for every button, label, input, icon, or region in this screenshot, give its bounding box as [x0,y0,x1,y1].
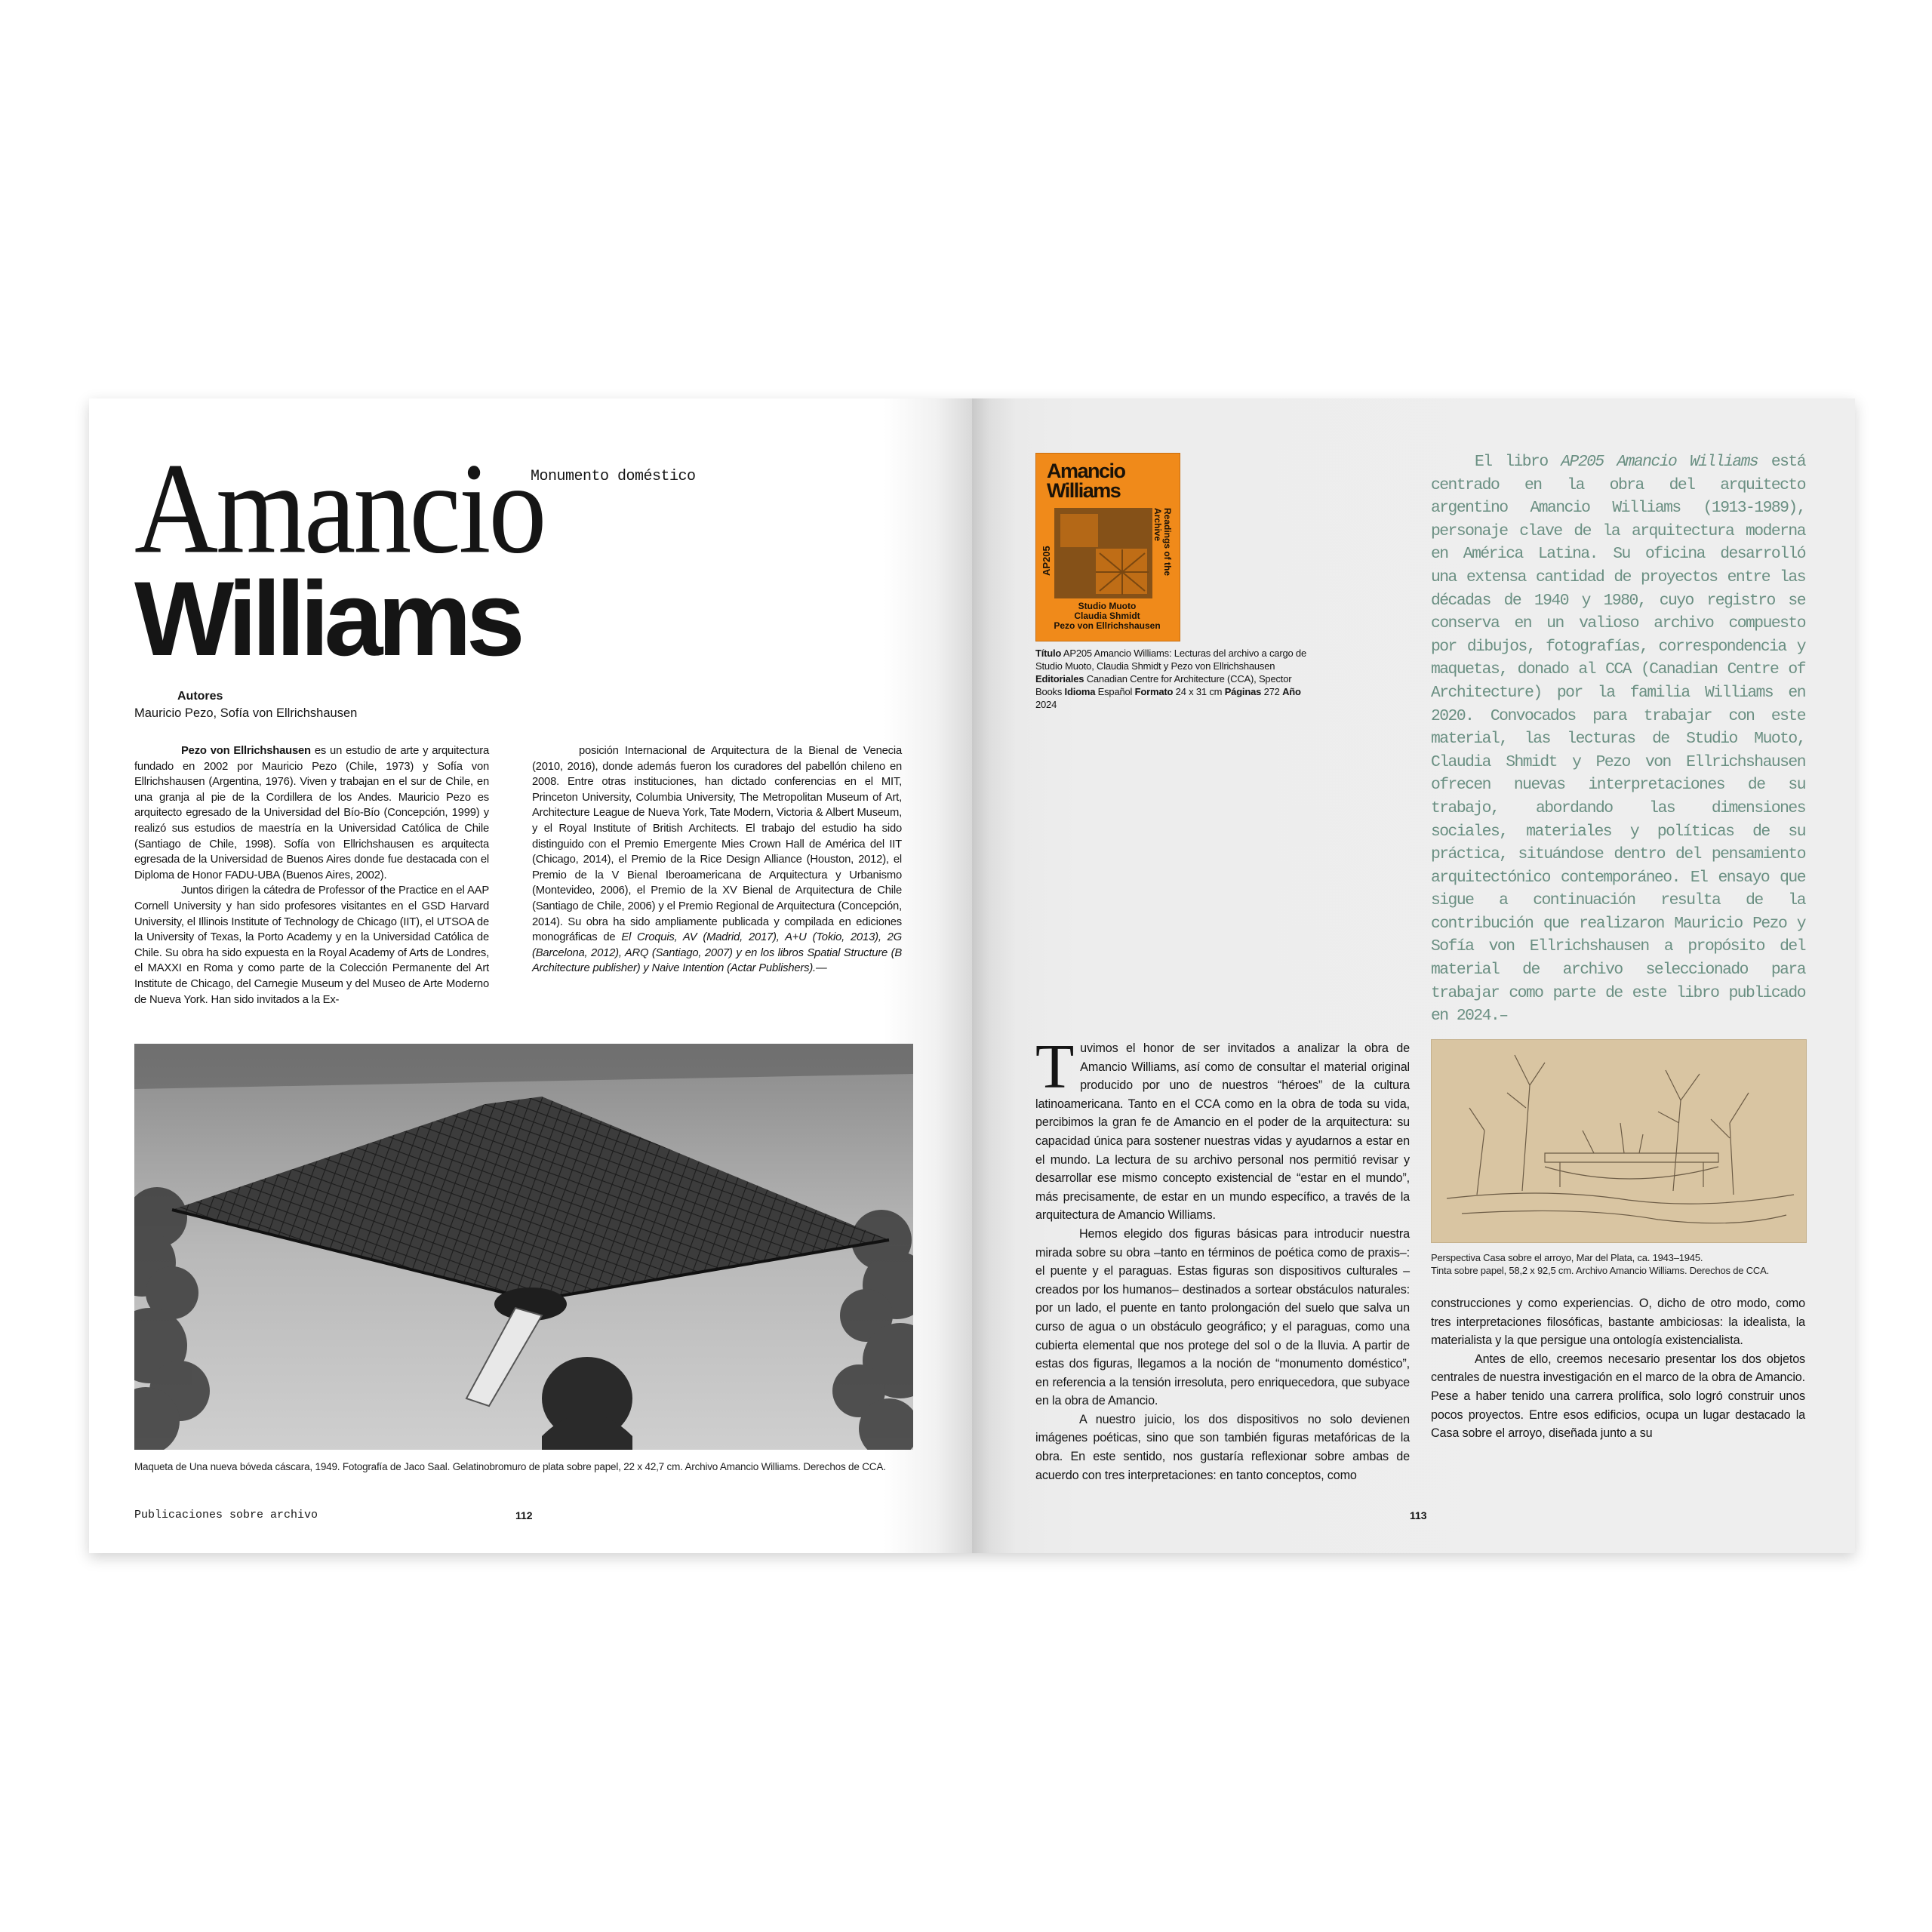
cover-title-2: Williams [1047,479,1121,502]
book-info [1035,647,1315,711]
cover-code: AP205 [1041,546,1052,576]
cover-side-text: Readings of the Archive [1152,508,1173,577]
label-titulo: Título [1035,648,1062,659]
sketch-illustration [1432,1040,1806,1242]
essay-column-1 [1035,1032,1410,1484]
umbrella-model-photo-illustration [134,1044,913,1450]
sketch-caption-line-2: Tinta sobre papel, 58,2 x 92,5 cm. Archivo Amancio Williams. Derechos de CCA. [1431,1265,1769,1276]
bio-paragraph-1: es un estudio de arte y arquitectura fundado en 2002 por Mauricio Pezo (Chile, 1973) y Sofía von Ellrichshausen (Argentina, 1976). Viven y trabajan en el sur de Chile, en una granja al pie de la Cordillera de los Andes. Mauricio Pezo es arquitecto egresado de la Universidad del Bío-Bío (Concepción, 1999) y realizó sus estudios de maestría en la Universidad Católica de Chile (Santiago de Chile, 1998). Sofía von Ellrichshausen es arquitecta egresada de la Universidad de Buenos Aires donde fue destacada con el Diploma de Honor FADU-UBA (Buenos Aires, 2002). [134,745,489,881]
authors-heading: Autores [177,690,223,703]
book-cover [1035,453,1180,641]
abstract-before: El libro [1475,453,1561,471]
value-ano: 2024 [1035,699,1057,710]
cover-credit-3: Pezo von Ellrichshausen [1054,620,1161,631]
archive-sketch-casa-sobre-el-arroyo [1431,1039,1807,1243]
abstract-text: está centrado en la obra del arquitecto argentino Amancio Williams (1913-1989), personaje clave de la arquitectura moderna en América Latina. Su oficina desarrolló una extensa cantidad de proyectos entre las décadas de 1940 y 1980, cuyo registro se conserva en un valioso archivo compuesto por dibujos, fotografías, correspondencia y maquetas, donado al CCA (Canadian Centre of Architecture) por la familia Williams en 2020. Convocados para trabajar con este material, las lecturas de Studio Muoto, Claudia Shmidt y Pezo von Ellrichshausen ofrecen nuevas interpretaciones de su trabajo, abordando las dimensiones sociales, materiales y políticas de su práctica, situándose dentro del pensamiento arquitectónico contemporáneo. El ensayo que sigue a continuación resulta de la contribución que realizaron Mauricio Pezo y Sofía von Ellrichshausen a propósito del material de archivo seleccionado para trabajar como parte de este libro publicado en 2024.– [1431,453,1805,1026]
title-line-2: Williams [134,559,520,678]
authors-names: Mauricio Pezo, Sofía von Ellrichshausen [134,706,358,720]
value-idioma: Español [1095,686,1135,697]
essay-paragraph-2: Hemos elegido dos figuras básicas para introducir nuestra mirada sobre su obra –tanto en términos de poética como de praxis–: el puente y el paraguas. Estas figuras son dispositivos culturales –creados por los humanos– destinados a sortear obstáculos naturales: por un lado, el puente en tanto prolongación del suelo que salva un curso de agua o un obstáculo geográfico; y el paraguas, como una cubierta elemental que nos protege del sol o de la lluvia. A partir de estas dos figuras, llegamos a la noción de “monumento doméstico”, en referencia a la tensión irresoluta, pero enriquecedora, que subyace en la obra de Amancio. [1035,1226,1410,1408]
label-editoriales: Editoriales [1035,673,1084,685]
cover-credits [1047,601,1168,631]
value-titulo: AP205 Amancio Williams: Lecturas del archivo a cargo de Studio Muoto, Claudia Shmidt y Pezo von Ellrichshausen [1035,648,1306,672]
abstract [1431,451,1805,1028]
bio-publications: El Croquis, AV (Madrid, 2017), A+U (Tokio, 2013), 2G (Barcelona, 2012), ARQ (Santiago, 2007) y en los libros Spatial Structure (B Architecture publisher) y Naive Intention (Actar Publishers).— [532,931,903,975]
page-number-right: 113 [1410,1509,1427,1521]
footer-section-name: Publicaciones sobre archivo [134,1509,318,1521]
bio-paragraph-2: Juntos dirigen la cátedra de Professor of the Practice en el AAP Cornell University y han sido profesores visitantes en el GSD Harvard University, el Illinois Institute of Technology de Chicago (IIT), el UTSOA de la University of Texas, la Porto Academy y en la Universidad Católica de Chile. Su obra ha sido expuesta en la Royal Academy of Arts de Londres, el MAXXI en Roma y como parte de la Colección Permanente del Art Institute de Chicago, del Carnegie Museum y del Museo de Arte Moderno de Nueva York. Han sido invitados a la Ex- [134,884,489,1006]
archive-photo-umbrella-model [134,1044,913,1450]
photo-caption: Maqueta de Una nueva bóveda cáscara, 1949. Fotografía de Jaco Saal. Gelatinobromuro de plata sobre papel, 22 x 42,7 cm. Archivo Amancio Williams. Derechos de CCA. [134,1461,886,1472]
essay-column-2 [1431,1294,1805,1443]
bio-column-2 [532,743,902,977]
abstract-book-title: AP205 Amancio Williams [1561,453,1758,471]
essay-paragraph-3: A nuestro juicio, los dos dispositivos no solo devienen imágenes poéticas, sino que son también figuras metafóricas de la obra. En este sentido, nos gustaría reflexionar sobre ambas de acuerdo con tres interpretaciones: en tanto conceptos, como [1035,1412,1410,1482]
essay-paragraph-4: construcciones y como experiencias. O, dicho de otro modo, como tres interpretaciones filosóficas, bastante ambiciosas: la idealista, la materialista y la que persigue una ontología existencialista. [1431,1297,1805,1348]
value-formato: 24 x 31 cm [1173,686,1225,697]
bio-studio-name: Pezo von Ellrichshausen [181,745,311,757]
subtitle: Monumento doméstico [531,468,696,485]
cover-credit-2: Claudia Shmidt [1074,611,1140,621]
label-ano: Año [1282,686,1301,697]
value-paginas: 272 [1261,686,1283,697]
cover-archive-photo [1054,508,1152,598]
drop-cap: T [1035,1032,1075,1102]
bio-paragraph-3: posición Internacional de Arquitectura de la Bienal de Venecia (2010, 2016), donde además fueron los curadores del pabellón chileno en 2008. Entre otras instituciones, han dictado conferencias en el MIT, Princeton University, Columbia University, The Metropolitan Museum of Art, Architecture League de Nueva York, Tate Modern, Victoria & Albert Museum, y el Royal Institute of British Architects. El trabajo del estudio ha sido distinguido con el Premio Emergente Mies Crown Hall de América del IIT (Chicago, 2014), el Premio de la Rice Design Alliance (Houston, 2012), el Premio de la V Bienal Iberoamericana de Arquitectura y Urbanismo (Montevideo, 2006), el Premio de la XV Bienal de Arquitectura de Chile (Santiago de Chile, 2006) y el Premio Regional de Arquitectura (Concepción, 2014). Su obra ha sido ampliamente publicada y compilada en ediciones monográficas de [532,745,902,944]
value-editoriales: Canadian Centre for Architecture (CCA), Spector Books [1035,673,1292,697]
left-page [89,398,972,1553]
magazine-spread [89,398,1855,1553]
bio-column-1 [134,743,489,1008]
essay-paragraph-5: Antes de ello, creemos necesario presentar los dos objetos centrales de nuestra investigación en el marco de la obra de Amancio. Pese a haber tenido una carrera prolífica, solo logró construir unos pocos proyectos. Entre esos edificios, ocupa un lugar destacado la Casa sobre el arroyo, diseñada junto a su [1431,1352,1805,1441]
title-line-1: Amancio [134,437,545,581]
label-paginas: Páginas [1224,686,1262,697]
cover-credit-1: Studio Muoto [1078,601,1137,611]
cover-photo-illustration [1054,508,1152,598]
page-number-left: 112 [515,1509,533,1521]
essay-paragraph-1: uvimos el honor de ser invitados a analizar la obra de Amancio Williams, así como de consultar el material original producido por uno de nuestros “héroes” de la cultura latinoamericana. Tanto en el CCA como en la obra de toda su vida, percibimos la gran fe de Amancio en el poder de la arquitectura: su capacidad única para sostener nuestras vidas y ayudarnos a estar en el mundo. La lectura de su archivo personal nos permitió revisar y desarrollar ese mismo concepto existencial de “estar en el mundo”, más precisamente, de estar en un mundo específico, a través de la arquitectura de Amancio Williams. [1035,1041,1410,1223]
sketch-caption-line-1: Perspectiva Casa sobre el arroyo, Mar del Plata, ca. 1943–1945. [1431,1252,1703,1263]
cover-title-1: Amancio [1047,460,1125,482]
label-idioma: Idioma [1064,686,1096,697]
right-page [972,398,1855,1553]
sketch-caption [1431,1251,1823,1277]
label-formato: Formato [1134,686,1174,697]
